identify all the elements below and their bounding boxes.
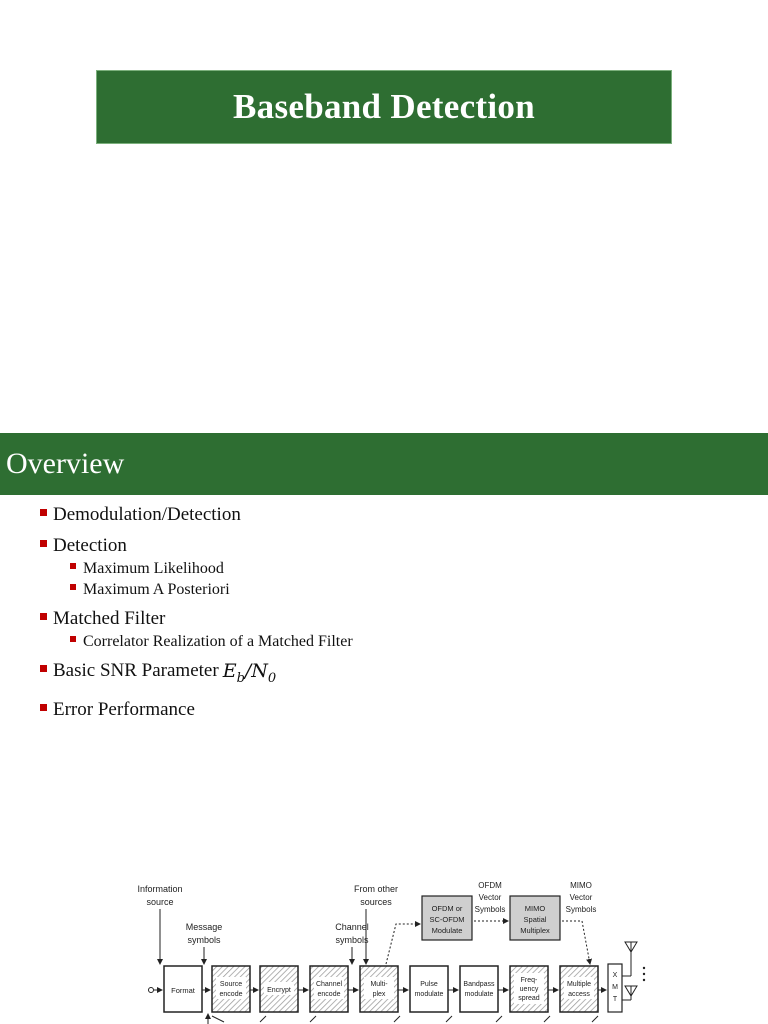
section-header	[0, 433, 768, 495]
svg-text:sources: sources	[360, 897, 392, 907]
bullet-item	[40, 659, 740, 691]
svg-text:Vector: Vector	[569, 893, 593, 902]
block-pulse-modulate	[410, 966, 448, 1012]
svg-text:Source: Source	[219, 981, 243, 988]
svg-text:Freq-: Freq-	[520, 977, 538, 984]
bullet-item	[40, 503, 740, 527]
svg-text:encode: encode	[317, 991, 341, 998]
bullet-text: Basic SNR Parameter	[53, 660, 219, 681]
more-antennas-icon	[643, 967, 645, 981]
svg-text:SC-OFDM: SC-OFDM	[429, 915, 465, 924]
bullet-marker	[40, 509, 47, 516]
svg-text:Modulate: Modulate	[431, 926, 463, 935]
svg-text:Multiple: Multiple	[566, 981, 592, 988]
ebn0-formula: $E_b/N_0$	[222, 660, 277, 686]
label-mimo-vector-symbols: MIMO	[570, 881, 592, 890]
bullet-text: Detection	[53, 535, 127, 556]
svg-text:Pulse: Pulse	[420, 981, 438, 988]
svg-text:plex: plex	[372, 991, 386, 998]
sub-bullet-text: Correlator Realization of a Matched Filter	[83, 633, 353, 650]
bullet-marker	[40, 540, 47, 547]
sub-bullet-marker	[70, 584, 76, 590]
svg-text:MIMO: MIMO	[524, 904, 546, 913]
bullet-list	[40, 503, 740, 722]
sub-bullet-item	[70, 558, 740, 579]
svg-text:Channel: Channel	[315, 981, 343, 988]
svg-text:uency: uency	[519, 986, 539, 993]
sub-bullet-marker	[70, 563, 76, 569]
svg-text:Symbols: Symbols	[474, 905, 506, 914]
bullet-item	[40, 698, 740, 722]
sub-bullet-item	[70, 631, 740, 652]
svg-text:Format: Format	[171, 986, 195, 995]
bullet-marker	[40, 704, 47, 711]
sub-bullet-text: Maximum Likelihood	[83, 560, 224, 577]
title-banner	[96, 70, 672, 144]
label-information-source: Information	[137, 884, 183, 894]
antenna-icon	[622, 942, 637, 1000]
sub-bullet-item	[70, 579, 740, 600]
label-from-other-sources: From other	[353, 884, 399, 894]
bullet-text: Error Performance	[53, 698, 195, 720]
svg-text:source: source	[146, 897, 174, 907]
svg-text:spread: spread	[518, 995, 540, 1002]
transmitter-block-diagram	[120, 876, 660, 1024]
svg-text:encode: encode	[219, 991, 243, 998]
svg-text:Vector: Vector	[478, 893, 502, 902]
svg-text:Spatial: Spatial	[523, 915, 547, 924]
bullet-text: Matched Filter	[53, 608, 166, 629]
svg-text:Multiplex: Multiplex	[520, 926, 550, 935]
svg-text:X: X	[612, 972, 618, 979]
svg-text:access: access	[568, 991, 590, 998]
section-title: Overview	[6, 447, 125, 480]
svg-text:symbols: symbols	[187, 935, 221, 945]
sub-bullet-marker	[70, 636, 76, 642]
svg-text:Multi-: Multi-	[370, 981, 388, 988]
block-bandpass-modulate	[460, 966, 498, 1012]
svg-text:T: T	[612, 996, 618, 1003]
bullet-marker	[40, 613, 47, 620]
svg-text:OFDM or: OFDM or	[431, 904, 463, 913]
svg-text:symbols: symbols	[335, 935, 369, 945]
svg-text:Encrypt: Encrypt	[267, 987, 291, 994]
svg-text:Symbols: Symbols	[565, 905, 597, 914]
bullet-item	[40, 607, 740, 631]
bullet-text: Demodulation/Detection	[53, 504, 241, 525]
label-ofdm-vector-symbols: OFDM	[478, 881, 502, 890]
bullet-item	[40, 534, 740, 558]
svg-text:modulate: modulate	[414, 991, 444, 998]
bullet-marker	[40, 665, 47, 672]
label-channel-symbols: Channel	[335, 922, 369, 932]
svg-text:M: M	[612, 984, 618, 991]
sub-bullet-text: Maximum A Posteriori	[83, 581, 230, 598]
svg-text:Bandpass: Bandpass	[463, 981, 495, 988]
label-message-symbols: Message	[185, 922, 223, 932]
page-title: Baseband Detection	[233, 87, 535, 126]
svg-text:modulate: modulate	[464, 991, 494, 998]
